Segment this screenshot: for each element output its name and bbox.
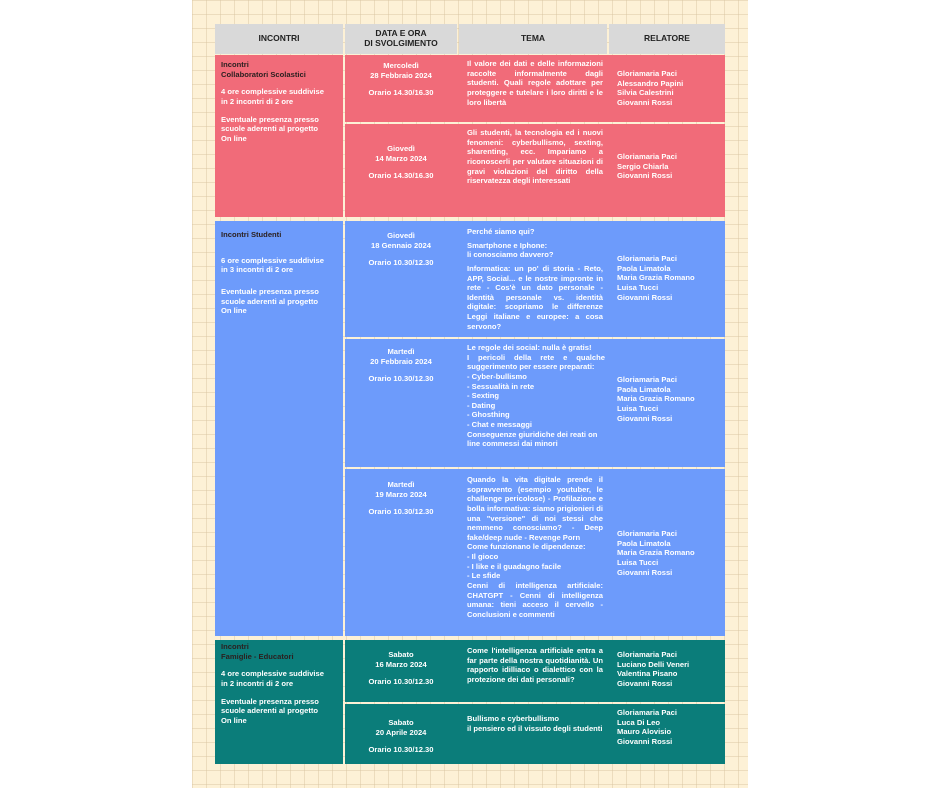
column-header-relatore: RELATORE <box>609 24 725 54</box>
table-row <box>345 339 725 467</box>
hours-text: in 2 incontri di 2 ore <box>221 96 294 106</box>
online-text: On line <box>221 306 247 316</box>
session-date-cell: Sabato 16 Marzo 2024 Orario 10.30/12.30 <box>368 650 434 687</box>
table-row <box>345 221 725 337</box>
session-date-cell: Giovedì 14 Marzo 2024 Orario 14.30/16.30 <box>368 144 434 181</box>
online-text: On line <box>221 715 247 725</box>
session-tema-cell: Gli studenti, la tecnologia ed i nuovi fenomeni: cyberbullismo, sexting, sharenting, ecc. Impariamo a riconoscerli per valutare situazioni di gravi violazioni del diritto della riservatezza degli interessati <box>467 128 603 186</box>
hours-text: 4 ore complessive suddivise <box>221 669 324 679</box>
studenti-group-cell <box>215 221 343 636</box>
group-subtitle: Famiglie - Educatori <box>221 651 294 661</box>
table-row <box>345 704 725 764</box>
session-tema-cell: Quando la vita digitale prende il sopravvento (esempio youtuber, le challenge pericolose) - Profilazione e bolla informativa: siamo prigionieri di una "versione" di noi stessi che nemmeno conosciamo? - Deep fake/deep nude - Revenge Porn Come funzionano le dipendenze: - Il gioco - I like e il guadagno facile - Le sfide Cenni di intelligenza artificiale: CHATGPT - Cenni di intelligenza umana: tieni acceso il cervello - Conclusioni e commenti <box>467 475 603 619</box>
presence-text: Eventuale presenza presso <box>221 114 319 124</box>
online-text: On line <box>221 133 247 143</box>
session-tema-cell: Il valore dei dati e delle informazioni raccolte informalmente dagli studenti. Quali regole adottare per proteggere e tutelare i loro diritti e le loro libertà <box>467 59 603 107</box>
hours-text: 4 ore complessive suddivise <box>221 87 324 97</box>
session-date-cell: Giovedì 18 Gennaio 2024 Orario 10.30/12.30 <box>368 231 434 268</box>
presence-text: scuole aderenti al progetto <box>221 124 319 134</box>
session-relatori-cell: Gloriamaria Paci Paola Limatola Maria Grazia Romano Luisa Tucci Giovanni Rossi <box>617 529 695 577</box>
famiglie-group-cell <box>215 640 343 764</box>
session-relatori-cell: Gloriamaria Paci Paola Limatola Maria Grazia Romano Luisa Tucci Giovanni Rossi <box>617 375 695 423</box>
session-relatori-cell: Gloriamaria Paci Luca Di Leo Mauro Alovisio Giovanni Rossi <box>617 708 677 746</box>
hours-text: in 2 incontri di 2 ore <box>221 678 294 688</box>
column-header-incontri: INCONTRI <box>215 24 343 54</box>
group-title: Incontri <box>221 60 249 69</box>
session-tema-cell: Come l'intelligenza artificiale entra a far parte della nostra quotidianità. Un rapporto idilliaco o dialettico con la protezione dei dati personali? <box>467 646 603 684</box>
session-relatori-cell: Gloriamaria Paci Paola Limatola Maria Grazia Romano Luisa Tucci Giovanni Rossi <box>617 254 695 302</box>
session-tema-cell: Bullismo e cyberbullismo il pensiero ed il vissuto degli studenti <box>467 714 603 733</box>
session-date-cell: Martedì 19 Marzo 2024 Orario 10.30/12.30 <box>368 480 434 517</box>
presence-text: Eventuale presenza presso <box>221 286 319 296</box>
presence-text: Eventuale presenza presso <box>221 696 319 706</box>
group-title: Incontri Studenti <box>221 230 282 239</box>
session-tema-cell: Le regole dei social: nulla è gratis! I pericoli della rete e qualche suggerimento per essere preparati: - Cyber-bullismo - Sessualità in rete - Sexting - Dating - Ghosthing - Chat e messaggi Conseguenze giuridiche dei reati on line commessi dai minori <box>467 343 605 449</box>
table-row <box>345 55 725 122</box>
collaboratori-group-cell <box>215 55 343 217</box>
table-row <box>345 640 725 702</box>
hours-text: 6 ore complessive suddivise <box>221 255 324 265</box>
table-row <box>345 469 725 636</box>
session-relatori-cell: Gloriamaria Paci Sergio Chiarla Giovanni Rossi <box>617 152 677 181</box>
column-header-tema: TEMA <box>459 24 607 54</box>
column-header-data: DATA E ORA DI SVOLGIMENTO <box>345 24 457 54</box>
session-date-cell: Martedì 20 Febbraio 2024 Orario 10.30/12.30 <box>368 347 434 384</box>
session-date-cell: Mercoledì 28 Febbraio 2024 Orario 14.30/16.30 <box>368 61 434 98</box>
session-relatori-cell: Gloriamaria Paci Luciano Delli Veneri Valentina Pisano Giovanni Rossi <box>617 650 690 688</box>
hours-text: in 3 incontri di 2 ore <box>221 265 294 275</box>
table-row <box>345 124 725 217</box>
group-title: Incontri <box>221 642 249 651</box>
group-subtitle: Collaboratori Scolastici <box>221 69 306 79</box>
presence-text: scuole aderenti al progetto <box>221 296 319 306</box>
session-date-cell: Sabato 20 Aprile 2024 Orario 10.30/12.30 <box>368 718 434 755</box>
session-relatori-cell: Gloriamaria Paci Alessandro Papini Silvia Calestrini Giovanni Rossi <box>617 69 684 107</box>
session-tema-cell: Perché siamo qui? Smartphone e Iphone: li conosciamo davvero? Informatica: un po' di storia - Reto, APP, Social... e le nostre impronte in rete - Cos'è un dato personale - Identità personale vs. identità digitale: scopriamo le differenze Leggi italiane e europee: a cosa servono? <box>467 227 603 331</box>
presence-text: scuole aderenti al progetto <box>221 706 319 716</box>
